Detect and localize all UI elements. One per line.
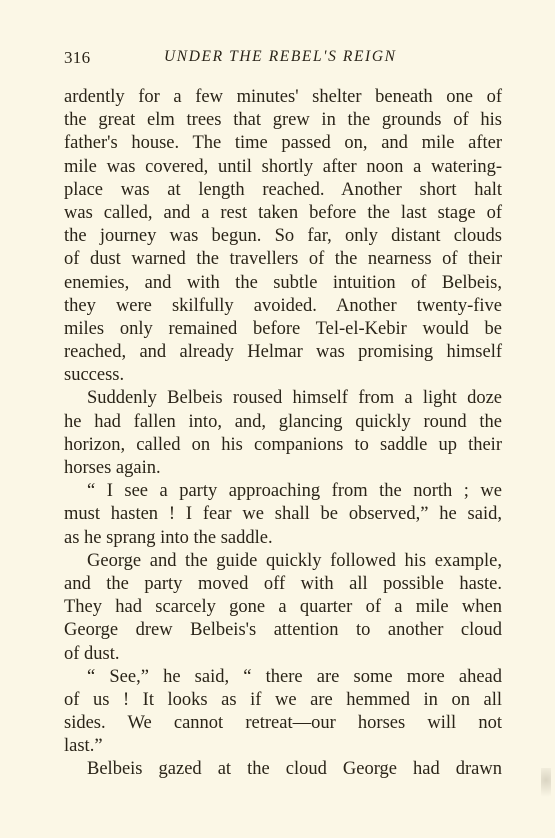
text-line: the great elm trees that grew in the grounds of his [64,110,502,131]
paper-speckle [541,768,551,808]
text-line: of dust warned the travellers of the nearness of their [64,249,502,270]
text-line: George and the guide quickly followed his example, [87,550,502,571]
body-text [64,86,502,782]
text-line: was called, and a rest taken before the last stage of [64,202,502,223]
text-line: of us ! It looks as if we are hemmed in on all [64,689,502,710]
page-header [64,48,503,72]
text-line: of dust. [64,643,120,664]
text-line: George drew Belbeis's attention to another cloud [64,620,502,641]
text-line: and the party moved off with all possible haste. [64,573,502,594]
text-line: They had scarcely gone a quarter of a mile when [64,597,502,618]
text-line: reached, and already Helmar was promising himself [64,342,502,363]
text-line: miles only remained before Tel-el-Kebir would be [64,318,502,339]
text-line: the journey was begun. So far, only distant clouds [64,226,502,247]
text-line: Suddenly Belbeis roused himself from a light doze [87,388,502,409]
text-line: enemies, and with the subtle intuition of Belbeis, [64,272,502,293]
text-line: ardently for a few minutes' shelter beneath one of [64,87,502,107]
text-line: last.” [64,736,103,757]
text-line: sides. We cannot retreat—our horses will not [64,713,502,734]
text-line: success. [64,365,125,386]
text-line: mile was covered, until shortly after noon a watering- [64,156,502,177]
text-line: “ See,” he said, “ there are some more ahead [87,666,502,687]
text-line: father's house. The time passed on, and mile after [64,133,502,154]
text-line: must hasten ! I fear we shall be observed,” he said, [64,504,502,525]
text-line: horses again. [64,458,161,478]
page-number: 316 [64,48,91,67]
text-line: they were skilfully avoided. Another twenty-five [64,295,502,316]
running-title: UNDER THE REBEL'S REIGN [164,48,397,65]
text-line: Belbeis gazed at the cloud George had drawn [87,759,502,780]
text-line: “ I see a party approaching from the north ; we [87,481,502,502]
text-line: place was at length reached. Another short halt [64,179,502,200]
text-line: as he sprang into the saddle. [64,527,273,548]
text-line: horizon, called on his companions to saddle up their [64,434,502,455]
text-line: he had fallen into, and, glancing quickly round the [64,411,502,432]
